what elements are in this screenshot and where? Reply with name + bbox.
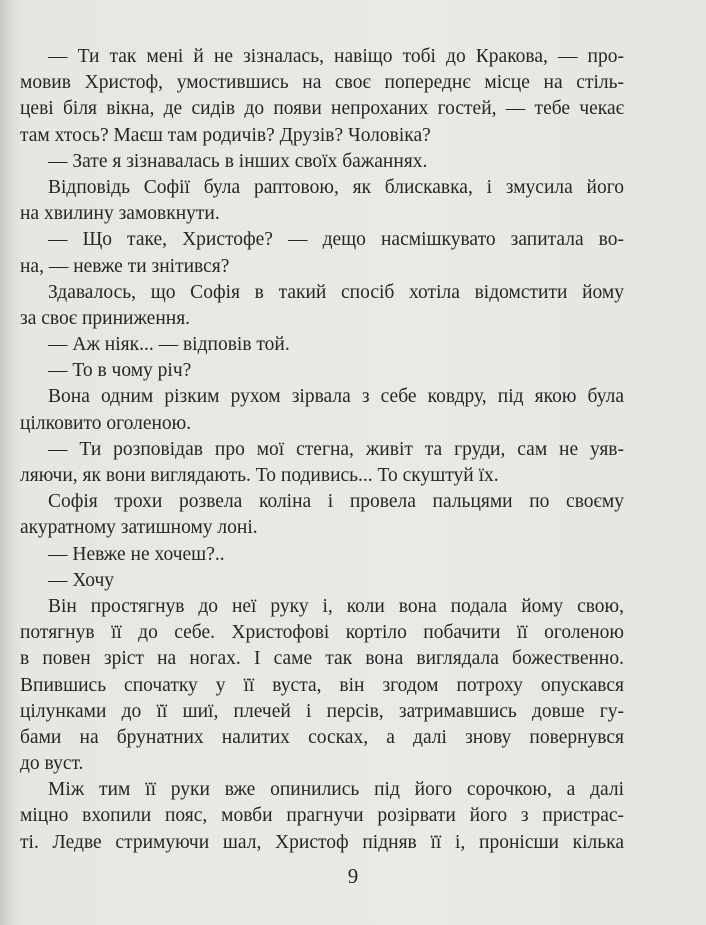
text-line: до вуст. — [20, 753, 84, 775]
text-line: Він простягнув до неї руку і, коли вона подала йому свою, — [48, 595, 624, 617]
text-line: Між тим її руки вже опинились під його сорочкою, а далі — [48, 779, 624, 801]
text-line: потягнув її до себе. Христофові кортіло побачити її оголеною — [20, 622, 624, 644]
text-line: цілунками до її шиї, плечей і персів, затримавшись довше гу- — [20, 700, 624, 722]
text-line: на, — невже ти знітився? — [20, 255, 230, 277]
text-line: Вона одним різким рухом зірвала з себе ковдру, під якою була — [48, 386, 624, 408]
text-line: цеві біля вікна, де сидів до появи непроханих гостей, — тебе чекає — [20, 98, 624, 120]
text-line: Відповідь Софії була раптовою, як блискавка, і змусила його — [48, 176, 624, 198]
text-line: Софія трохи розвела коліна і провела пальцями по своєму — [48, 491, 624, 513]
text-line: — Ти так мені й не зізналась, навіщо тобі до Кракова, — про- — [48, 46, 624, 67]
text-line: — То в чому річ? — [48, 360, 192, 382]
text-line: — Ти розповідав про мої стегна, живіт та груди, сам не уяв- — [48, 438, 624, 460]
text-line: — Хочу — [48, 569, 115, 591]
text-line: акуратному затишному лоні. — [20, 517, 258, 539]
text-line: за своє приниження. — [20, 307, 191, 329]
text-line: ті. Ледве стримуючи шал, Христоф підняв її і, пронісши кілька — [20, 831, 624, 853]
text-line: Впившись спочатку у її вуста, він згодом потроху опускався — [20, 674, 624, 696]
text-line: — Зате я зізнавалась в інших своїх бажаннях. — [48, 150, 428, 172]
text-line: — Що таке, Христофе? — дещо насмішкувато запитала во- — [48, 229, 624, 251]
text-line: — Аж ніяк... — відповів той. — [48, 334, 290, 356]
page-body-text — [20, 44, 624, 856]
text-line: Здавалось, що Софія в такий спосіб хотіла відомстити йому — [48, 281, 624, 303]
text-line: міцно вхопили пояс, мовби прагнучи розірвати його з пристрас- — [20, 805, 624, 827]
text-line: бами на брунатних налитих сосках, а далі знову повернувся — [20, 726, 624, 748]
text-line: ляючи, як вони виглядають. То подивись... То скуштуй їх. — [20, 465, 499, 486]
page-number: 9 — [347, 864, 359, 888]
text-line: там хтось? Маєш там родичів? Друзів? Чоловіка? — [20, 124, 431, 146]
text-line: в повен зріст на ногах. І саме так вона виглядала божественно. — [20, 648, 624, 670]
text-line: цілковито оголеною. — [20, 412, 192, 434]
text-line: на хвилину замовкнути. — [20, 203, 220, 225]
text-line: — Невже не хочеш?.. — [48, 543, 225, 565]
text-line: мовив Христоф, умостившись на своє попереднє місце на стіль- — [20, 72, 624, 94]
